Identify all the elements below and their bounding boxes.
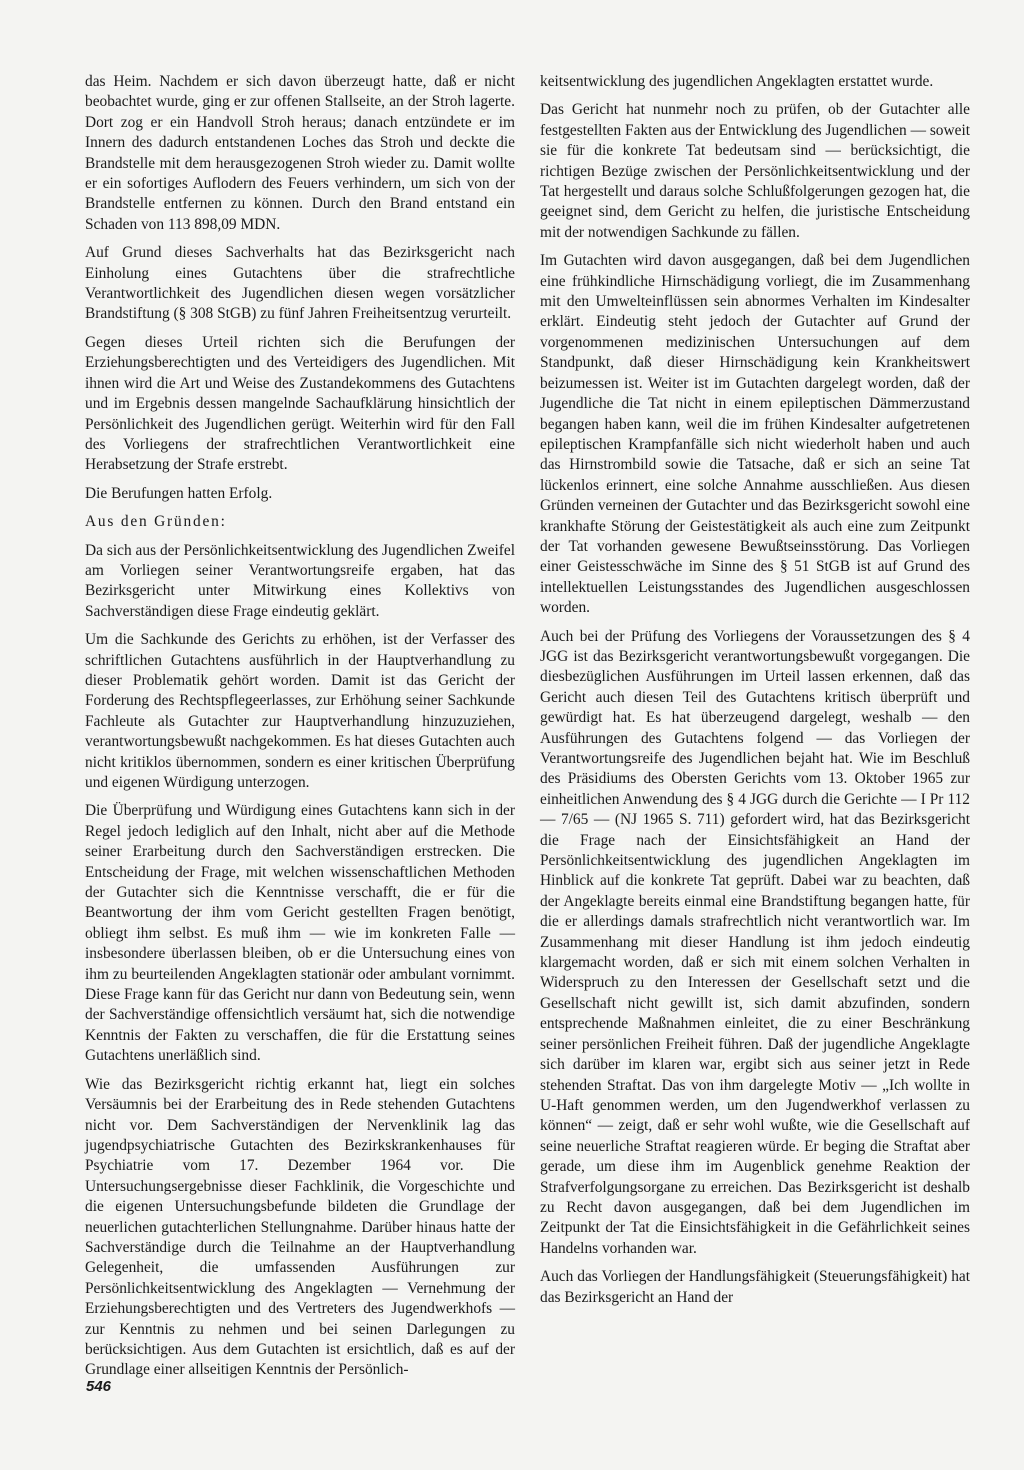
section-heading: Aus den Gründen:: [85, 513, 227, 531]
paragraph: Um die Sachkunde des Gerichts zu erhöhen, ist der Verfasser des schriftlichen Gutachtens ausführlich in der Hauptverhandlung zu dieser Problematik gehört worden. Damit ist das Gericht der Forderung des Rechtspflegeerlasses, zur Erhöhung seiner Sachkunde Fachleute als Gutachter zur Hauptverhandlung hinzuzuziehen, verantwortungsbewußt nachgekommen. Es hat dieses Gutachten auch nicht kritiklos übernommen, sondern es einer kritischen Überprüfung und eigenen Würdigung unterzogen.: [85, 631, 515, 791]
paragraph: Im Gutachten wird davon ausgegangen, daß bei dem Jugendlichen eine frühkindliche Hirnschädigung vorliegt, die im Zusammenhang mit den Umwelteinflüssen sein abnormes Verhalten im Kindesalter erklärt. Eindeutig steht jedoch der Gutachter auf Grund der vorgenommenen medizinischen Untersuchungen auf dem Standpunkt, daß dieser Hirnschädigung kein Krankheitswert beizumessen ist. Weiter ist im Gutachten dargelegt worden, daß der Jugendliche die Tat nicht in einem epileptischen Dämmerzustand begangen haben kann, weil die im frühen Kindesalter aufgetretenen epileptischen Krampfanfälle sich nicht wiederholt haben und auch das Hirnstrombild sowie die Tatsache, daß er sich an seine Tat lückenlos erinnert, eine solche Annahme ausschließen. Aus diesen Gründen verneinen der Gutachter und das Bezirksgericht sowohl eine krankhafte Störung der Geistestätigkeit als auch eine zum Zeitpunkt der Tat vorhanden gewesene Bewußtseinsstörung. Das Vorliegen einer Geistesschwäche im Sinne des § 51 StGB ist auf Grund des intellektuellen Leistungsstandes des Jugendlichen ausgeschlossen worden.: [540, 252, 970, 617]
paragraph: Gegen dieses Urteil richten sich die Berufungen der Erziehungsberechtigten und des Verteidigers des Jugendlichen. Mit ihnen wird die Art und Weise des Zustandekommens des Gutachtens und im Ergebnis dessen mangelnde Sachaufklärung hinsichtlich der Persönlichkeit des Jugendlichen gerügt. Weiterhin wird für den Fall des Vorliegens der strafrechtlichen Verantwortlichkeit eine Herabsetzung der Strafe erstrebt.: [85, 333, 515, 474]
paragraph: Auf Grund dieses Sachverhalts hat das Bezirksgericht nach Einholung eines Gutachtens über die strafrechtliche Verantwortlichkeit des Jugendlichen diesen wegen vorsätzlicher Brandstiftung (§ 308 StGB) zu fünf Jahren Freiheitsentzug verurteilt.: [85, 244, 515, 323]
right-column: [540, 72, 970, 1316]
paragraph: Da sich aus der Persönlichkeitsentwicklung des Jugendlichen Zweifel am Vorliegen seiner Verantwortungsreife ergaben, hat das Bezirksgericht unter Mitwirkung eines Kollektivs von Sachverständigen diese Frage eindeutig geklärt.: [85, 541, 515, 620]
paragraph: Das Gericht hat nunmehr noch zu prüfen, ob der Gutachter alle festgestellten Fakten aus der Entwicklung des Jugendlichen — soweit sie für die konkrete Tat bedeutsam sind — berücksichtigt, die richtigen Bezüge zwischen der Persönlichkeitsentwicklung und der Tat hergestellt und daraus solche Schlußfolgerungen gezogen hat, die geeignet sind, dem Gericht zu helfen, die juristische Entscheidung mit der notwendigen Sachkunde zu fällen.: [540, 101, 970, 241]
page-number: 546: [86, 1378, 112, 1395]
paragraph: Auch das Vorliegen der Handlungsfähigkeit (Steuerungsfähigkeit) hat das Bezirksgericht an Hand der: [540, 1268, 970, 1306]
paragraph: Wie das Bezirksgericht richtig erkannt hat, liegt ein solches Versäumnis bei der Erarbeitung des in Rede stehenden Gutachtens nicht vor. Dem Sachverständigen der Nervenklinik lag das jugendpsychiatrische Gutachten des Bezirkskrankenhauses für Psychiatrie vom 17. Dezember 1964 vor. Die Untersuchungsergebnisse dieser Fachklinik, die Vorgeschichte und die eigenen Untersuchungsbefunde bildeten die Grundlage der neuerlichen gutachterlichen Stellungnahme. Darüber hinaus hatte der Sachverständige durch die Teilnahme an der Hauptverhandlung Gelegenheit, die umfassenden Ausführungen zur Persönlichkeitsentwicklung des Angeklagten — Vernehmung der Erziehungsberechtigten und des Vertreters des Jugendwerkhofs — zur Kenntnis zu nehmen und bei seinen Darlegungen zu berücksichtigen. Aus dem Gutachten ist ersichtlich, daß es auf der Grundlage einer allseitigen Kenntnis der Persönlich-: [85, 1075, 515, 1379]
paragraph: Auch bei der Prüfung des Vorliegens der Voraussetzungen des § 4 JGG ist das Bezirksgericht verantwortungsbewußt vorgegangen. Die diesbezüglichen Ausführungen im Urteil lassen erkennen, daß das Gericht auch diesen Teil des Gutachtens kritisch überprüft und gewürdigt hat. Es hat überzeugend dargelegt, weshalb — den Ausführungen des Gutachtens folgend — das Vorliegen der Verantwortungsreife des Jugendlichen bejaht hat. Wie im Beschluß des Präsidiums des Obersten Gerichts vom 13. Oktober 1965 zur einheitlichen Anwendung des § 4 JGG durch die Gerichte — I Pr 112 — 7/65 — (NJ 1965 S. 711) gefordert wird, hat das Bezirksgericht die Frage nach der Einsichtsfähigkeit an Hand der Persönlichkeitsentwicklung des jugendlichen Angeklagten im Hinblick auf die konkrete Tat geprüft. Dabei war zu beachten, daß der Angeklagte bereits einmal eine Brandstiftung begangen hatte, für die er allerdings damals strafrechtlich nicht verantwortlich war. Im Zusammenhang mit dieser Handlung ist ihm jedoch eindeutig klargemacht worden, daß er sich mit einem solchen Verhalten in Widerspruch zu den Interessen der Gesellschaft setzt und die Gesellschaft nicht gewillt ist, sich damit abzufinden, sondern entsprechende Maßnahmen einleitet, die zu einer Beschränkung seiner persönlichen Freiheit führen. Daß der jugendliche Angeklagte sich darüber im klaren war, ergibt sich aus seiner jetzt in Rede stehenden Straftat. Das von ihm dargelegte Motiv — „Ich wollte in U-Haft genommen werden, um den Jugendwerkhof verlassen zu können“ — zeigt, daß er sehr wohl wußte, wie die Gesellschaft auf seine neuerliche Straftat reagieren würde. Er beging die Straftat aber gerade, um diese ihm im Augenblick genehme Reaktion der Strafverfolgungsorgane zu erreichen. Das Bezirksgericht ist deshalb zu Recht davon ausgegangen, daß bei dem Jugendlichen im Zeitpunkt der Tat die Einsichtsfähigkeit in die Gefährlichkeit seines Handelns vorhanden war.: [540, 627, 970, 1257]
paragraph: das Heim. Nachdem er sich davon überzeugt hatte, daß er nicht beobachtet wurde, ging er zur offenen Stallseite, an der Stroh lagerte. Dort zog er ein Handvoll Stroh heraus; danach entzündete er im Innern des dadurch entstandenen Loches das Stroh und deckte die Brandstelle mit dem herausgezogenen Stroh wieder zu. Damit wollte er ein sofortiges Auflodern des Feuers verhindern, um sich von der Brandstelle entfernen zu können. Durch den Brand entstand ein Schaden von 113 898,09 MDN.: [85, 73, 515, 233]
paragraph: Die Berufungen hatten Erfolg.: [85, 484, 273, 502]
paragraph: Die Überprüfung und Würdigung eines Gutachtens kann sich in der Regel jedoch lediglich auf den Inhalt, nicht aber auf die Methode seiner Erarbeitung durch den Sachverständigen erstrecken. Die Entscheidung der Frage, mit welchen wissenschaftlichen Methoden der Gutachter sich die Kenntnisse verschafft, die er für die Beantwortung der ihm vom Gericht gestellten Fragen benötigt, obliegt ihm selbst. Es muß ihm — wie im konkreten Falle — insbesondere überlassen bleiben, ob er die Untersuchung eines von ihm zu beurteilenden Angeklagten stationär oder ambulant vornimmt. Diese Frage kann für das Gericht nur dann von Bedeutung sein, wenn der Sachverständige offensichtlich versäumt hat, sich die notwendige Kenntnis der Fakten zu verschaffen, die für die Erstattung seines Gutachtens unerläßlich sind.: [85, 802, 515, 1065]
paragraph: keitsentwicklung des jugendlichen Angeklagten erstattet wurde.: [540, 73, 934, 90]
left-column: [85, 72, 515, 1389]
